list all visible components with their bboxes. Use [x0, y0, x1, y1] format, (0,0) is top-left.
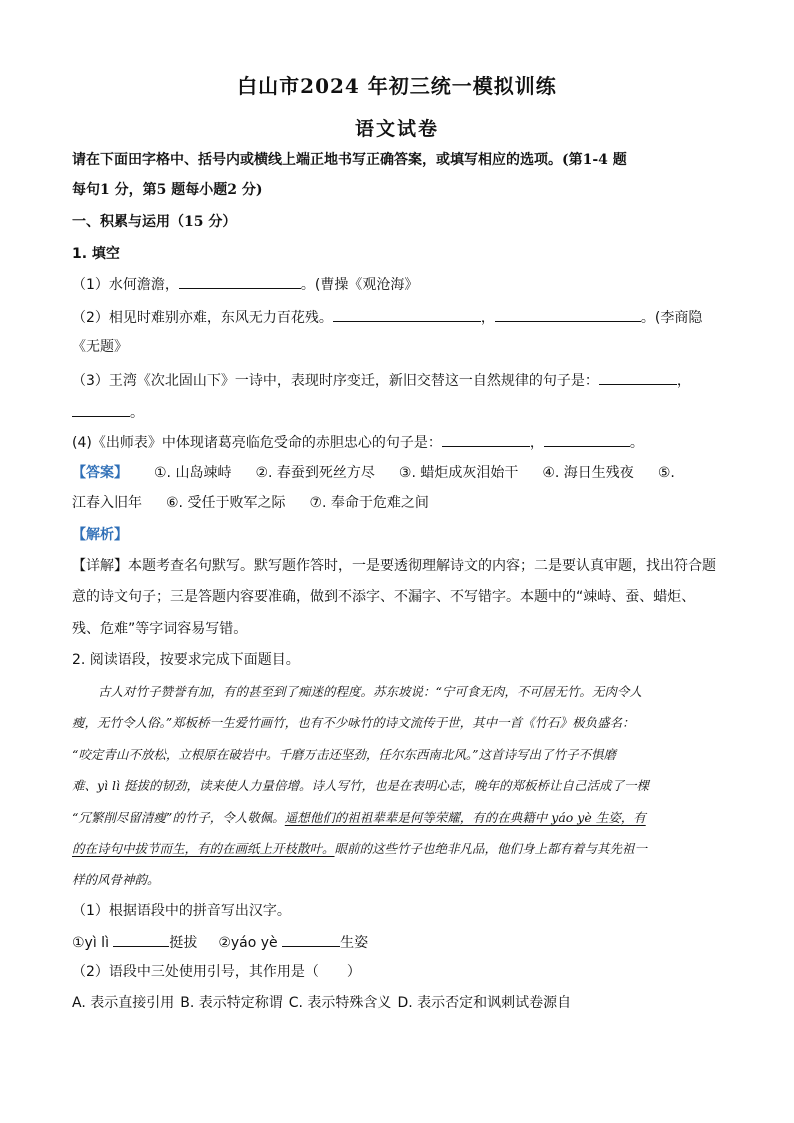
answer-item: ⑦. 奉命于危难之间 [309, 495, 429, 511]
passage-line [72, 808, 724, 828]
option-d[interactable]: D. 表示否定和讽刺试卷源自 [397, 995, 572, 1011]
underlined-sentence: 遥想他们的祖祖辈辈是何等荣耀，有的在典籍中 yáo yè 生姿，有 [284, 810, 646, 825]
passage-line: 样的风骨神韵。 [72, 872, 160, 887]
answer-row-1 [72, 463, 724, 483]
answer-label: 【答案】 [72, 465, 128, 481]
page-title: 白山市2024 年初三统一模拟训练 [237, 74, 557, 98]
q1-item-3-text: （3）王湾《次北固山下》一诗中，表现时序变迁，新旧交替这一自然规律的句子是： [72, 373, 599, 389]
answer-item: ①. 山岛竦峙 [154, 465, 232, 481]
answer-blank[interactable] [442, 432, 530, 447]
instructions-line-2: 每句1 分，第5 题每小题2 分) [72, 182, 263, 198]
answer-blank[interactable] [113, 932, 169, 947]
passage-line: 瘦，无竹令人俗。”郑板桥一生爱竹画竹，也有不少咏竹的诗文流传于世，其中一首《竹石》极负盛名： [72, 715, 635, 730]
answer-blank[interactable] [495, 307, 641, 322]
analysis-label: 【解析】 [72, 527, 128, 543]
answer-item-number: ⑤. [657, 465, 675, 481]
q2-heading: 2. 阅读语段，按要求完成下面题目。 [72, 652, 300, 668]
option-c[interactable]: C. 表示特殊含义 [288, 995, 392, 1011]
answer-item: ⑥. 受任于败军之际 [166, 495, 286, 511]
detail-line-1: 【详解】本题考查名句默写。默写题作答时，一是要透彻理解诗文的内容；二是要认真审题，找出符合题 [72, 558, 716, 574]
answer-blank[interactable] [179, 274, 301, 289]
answer-item: ④. 海日生残夜 [542, 465, 634, 481]
q1-item-1-source: 。(曹操《观沧海》 [300, 277, 419, 293]
instructions-line-1: 请在下面田字格中、括号内或横线上端正地书写正确答案，或填写相应的选项。(第1-4 题 [72, 152, 627, 168]
q1-heading: 1. 填空 [72, 246, 120, 262]
q1-item-1 [72, 274, 724, 295]
passage-line [72, 839, 724, 859]
q1-item-3 [72, 370, 724, 391]
q1-item-4 [72, 432, 724, 453]
passage-line: 难、yì lì 挺拔的韧劲，读来使人力量倍增。诗人写竹，也是在表明心志，晚年的郑板桥让自己活成了一棵 [72, 778, 650, 793]
detail-line-3: 残、危难”等字词容易写错。 [72, 621, 248, 637]
answer-item: 江春入旧年 [72, 495, 142, 511]
q1-item-4-end: 。 [629, 435, 644, 451]
q2-options [72, 993, 724, 1013]
passage-text: “冗繁削尽留清瘦”的竹子，令人敬佩。 [72, 810, 285, 825]
q1-item-1-text: （1）水何澹澹， [72, 277, 179, 293]
underlined-sentence: 的在诗句中拔节而生，有的在画纸上开枝散叶。 [72, 841, 335, 856]
pinyin-a: ①yì lì [72, 935, 109, 951]
q1-item-3-cont [72, 402, 724, 423]
passage-line: “咬定青山不放松，立根原在破岩中。千磨万击还坚劲，任尔东西南北风。”这首诗写出了竹子不惧磨 [72, 747, 617, 762]
answer-blank[interactable] [282, 932, 340, 947]
answer-row-2 [72, 493, 724, 513]
q1-item-2-comma: ， [480, 310, 495, 326]
option-b[interactable]: B. 表示特定称谓 [180, 995, 283, 1011]
q2-sub-1-items [72, 932, 724, 953]
q2-sub-2: （2）语段中三处使用引号，其作用是（ ） [72, 964, 361, 980]
word-a: 挺拔 [169, 935, 198, 951]
q1-item-2 [72, 307, 724, 328]
passage-line: 古人对竹子赞誉有加，有的甚至到了痴迷的程度。苏东坡说：“宁可食无肉，不可居无竹。无肉令人 [98, 684, 642, 699]
answer-blank[interactable] [599, 370, 677, 385]
passage-text: 眼前的这些竹子也绝非凡品，他们身上都有着与其先祖一 [334, 841, 648, 856]
pinyin-b: ②yáo yè [218, 935, 278, 951]
section-heading: 一、积累与运用（15 分） [72, 214, 237, 230]
answer-blank[interactable] [544, 432, 630, 447]
q1-item-2-source: 。(李商隐 [640, 310, 703, 326]
q1-item-3-end: 。 [130, 405, 144, 421]
q1-item-2-text: （2）相见时难别亦难，东风无力百花残。 [72, 310, 333, 326]
answer-item: ③. 蜡炬成灰泪始干 [398, 465, 519, 481]
page-subtitle: 语文试卷 [354, 118, 439, 140]
option-a[interactable]: A. 表示直接引用 [72, 995, 175, 1011]
answer-blank[interactable] [72, 402, 130, 417]
answer-item: ②. 春蚕到死丝方尽 [255, 465, 375, 481]
word-b: 生姿 [340, 935, 369, 951]
q1-item-3-comma: ， [676, 373, 691, 389]
q1-item-4-text: (4)《出师表》中体现诸葛亮临危受命的赤胆忠心的句子是： [72, 435, 442, 451]
detail-line-2: 意的诗文句子；三是答题内容要准确，做到不添字、不漏字、不写错字。本题中的“竦峙、蚕、蜡炬、 [72, 589, 696, 605]
q2-sub-1: （1）根据语段中的拼音写出汉字。 [72, 903, 291, 919]
q1-item-4-comma: ， [529, 435, 544, 451]
q1-item-2-source-cont: 《无题》 [72, 339, 128, 355]
answer-blank[interactable] [333, 307, 481, 322]
